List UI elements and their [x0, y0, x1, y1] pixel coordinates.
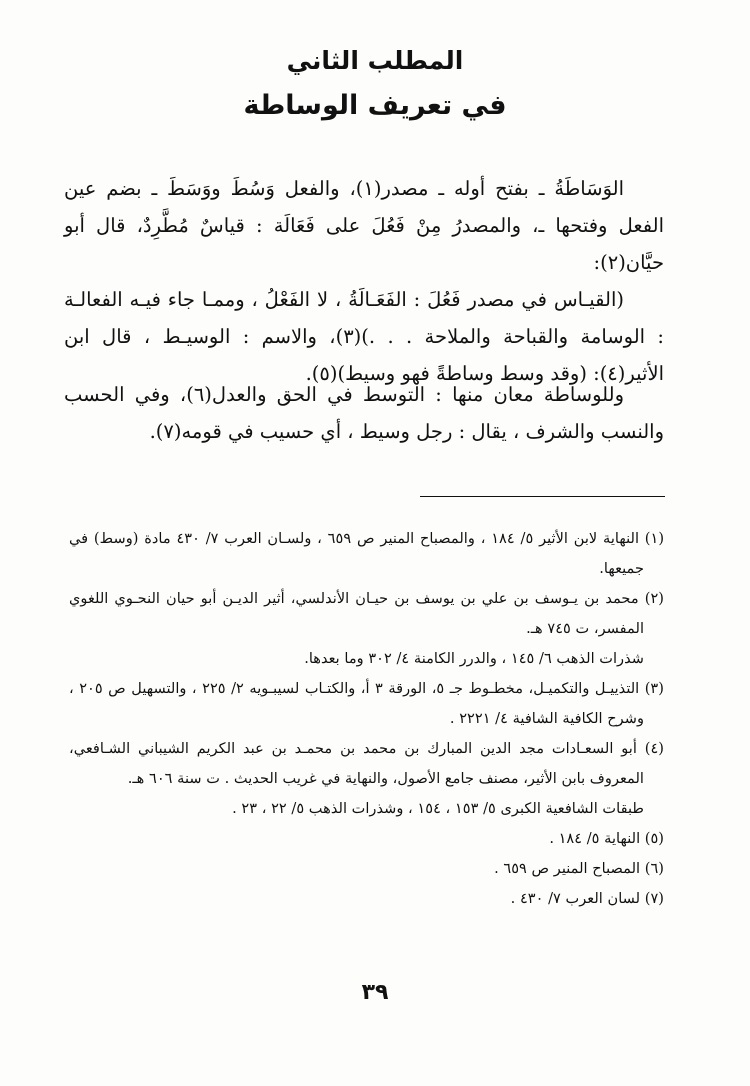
footnotes: [69, 524, 664, 914]
definition-text: الوَسَاطَةُ ـ بفتح أوله ـ مصدر(١)، والفعل وَسُطَ ووَسَطَ ـ بضم عين الفعل وفتحها ـ، والمصدرُ مِنْ فَعُلَ على فَعَالَة : قياسٌ مُطَّرِدٌ، قال أبو حيَّان(٢):: [64, 177, 664, 274]
meanings-text: وللوساطة معان منها : التوسط في الحق والعدل(٦)، وفي الحسب والنسب والشرف ، يقال : رجل وسيط ، أي حسيب في قومه(٧).: [64, 383, 664, 443]
footnote-7: (٧) لسان العرب ٧/ ٤٣٠ .: [510, 890, 664, 907]
definition-paragraph: [64, 170, 664, 392]
footnote-2: (٢) محمد بن يـوسف بن علي بن يوسف بن حيـان الأندلسي، أثير الديـن أبو حيان النحـوي اللغوي المفسر، ت ٧٤٥ هـ.: [69, 590, 664, 637]
section-subtitle: في تعريف الوساطة: [243, 90, 507, 121]
footnote-3: (٣) التذييـل والتكميـل، مخطـوط جـ ٥، الورقة ٣ أ، والكتـاب لسيبـويه ٢/ ٢٢٥ ، والتسهيل ص ٢٠٥ ، وشرح الكافية الشافية ٤/ ٢٢٢١ .: [69, 680, 664, 727]
footnote-5: (٥) النهاية ٥/ ١٨٤ .: [549, 830, 664, 847]
page-number: ٣٩: [361, 980, 389, 1005]
footnote-4-source: طبقات الشافعية الكبرى ٥/ ١٥٣ ، ١٥٤ ، وشذرات الذهب ٥/ ٢٢ ، ٢٣ .: [232, 800, 644, 817]
footnote-6: (٦) المصباح المنير ص ٦٥٩ .: [494, 860, 664, 877]
footnote-divider: [420, 496, 665, 497]
footnote-1: (١) النهاية لابن الأثير ٥/ ١٨٤ ، والمصباح المنير ص ٦٥٩ ، ولسـان العرب ٧/ ٤٣٠ مادة (وسط) في جميعها.: [69, 530, 665, 577]
section-title: المطلب الثاني: [286, 46, 464, 75]
meanings-paragraph: [64, 376, 664, 450]
footnote-2-source: شذرات الذهب ٦/ ١٤٥ ، والدرر الكامنة ٤/ ٣٠٢ وما بعدها.: [304, 650, 644, 667]
footnote-4: (٤) أبو السعـادات مجد الدين المبارك بن محمد بن محمـد بن عبد الكريم الشيباني الشـافعي، المعروف بابن الأثير، مصنف جامع الأصول، والنهاية في غريب الحديث . ت سنة ٦٠٦ هـ.: [69, 740, 664, 787]
quotation-text: (القيـاس في مصدر فَعُلَ : الفَعَـالَةُ ، لا الفَعْلُ ، وممـا جاء فيـه الفعالـة : الوسامة والقباحة والملاحة . . .)(٣)، والاسم : الوسيـط ، قال ابن الأثير(٤): (وقد وسط وساطةً فهو وسيط)(٥).: [64, 288, 664, 385]
